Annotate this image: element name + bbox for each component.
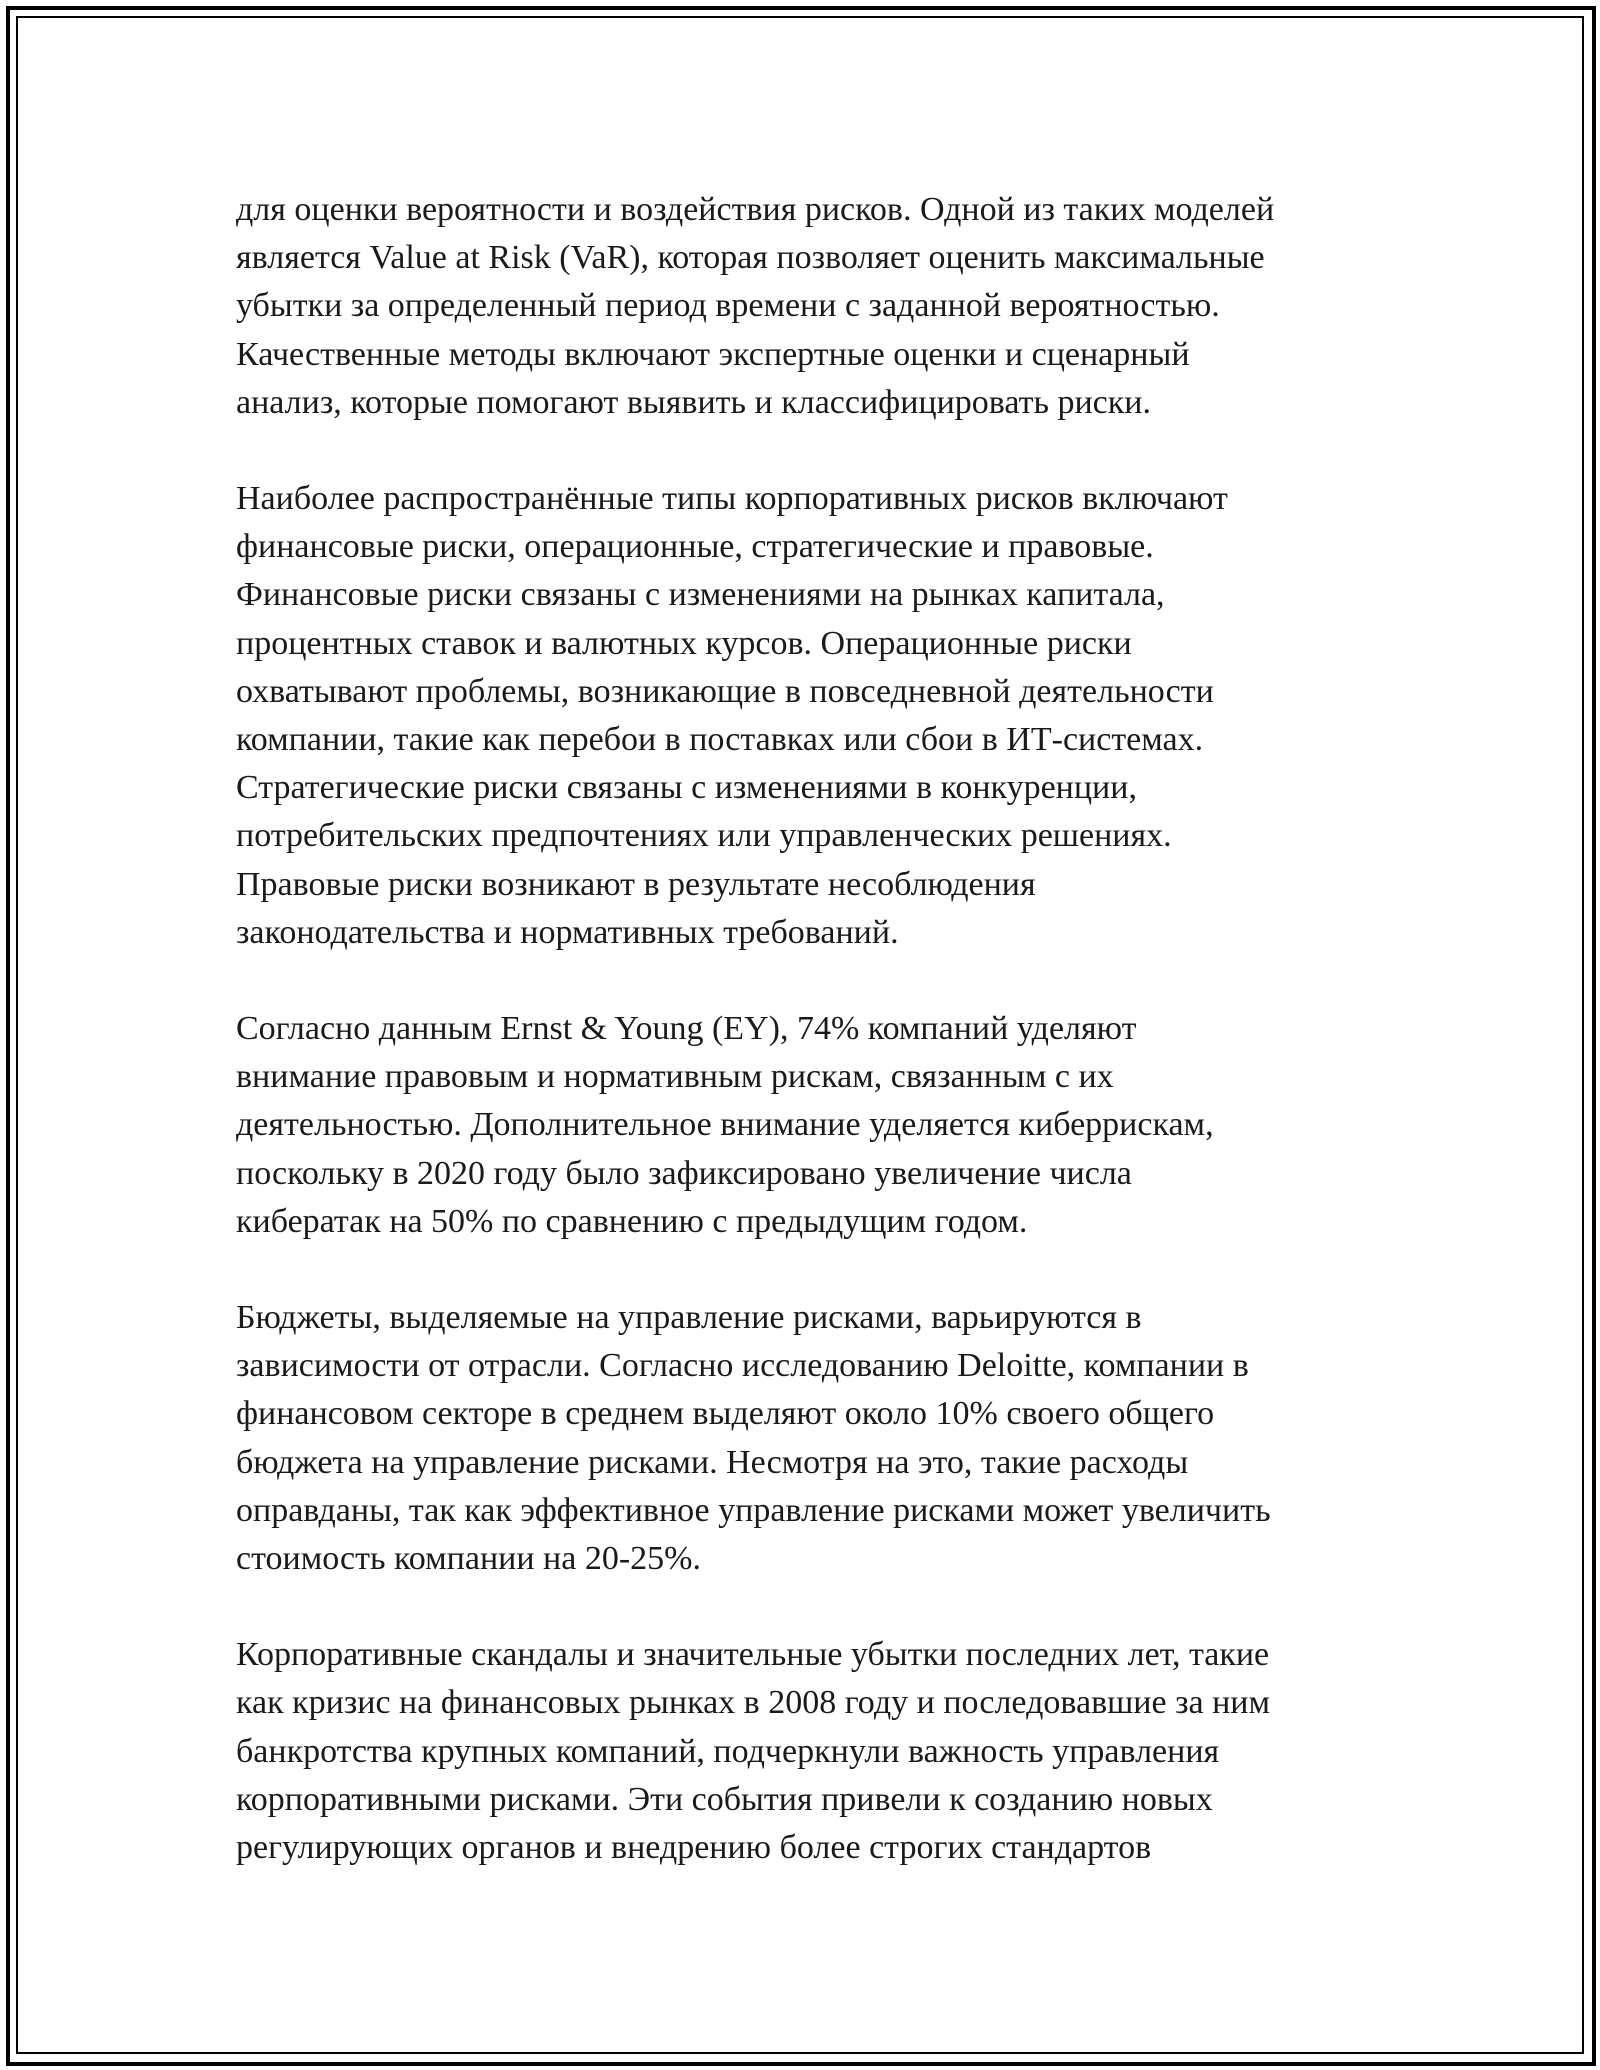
text-line: банкротства крупных компаний, подчеркнули важность управления (236, 1732, 1220, 1770)
text-line: финансовом секторе в среднем выделяют около 10% своего общего (236, 1395, 1215, 1433)
text-line: оправданы, так как эффективное управление рисками может увеличить (236, 1491, 1271, 1529)
text-line: регулирующих органов и внедрению более строгих стандартов (236, 1829, 1152, 1867)
text-line: корпоративными рисками. Эти события привели к созданию новых (236, 1780, 1213, 1818)
text-line: законодательства и нормативных требований. (236, 913, 899, 951)
text-line: Бюджеты, выделяемые на управление рисками, варьируются в (236, 1299, 1142, 1337)
text-line: бюджета на управление рисками. Несмотря на это, такие расходы (236, 1443, 1189, 1481)
text-line: Согласно данным Ernst & Young (EY), 74% компаний уделяют (236, 1010, 1137, 1048)
text-line: компании, такие как перебои в поставках или сбои в ИТ-системах. (236, 721, 1204, 759)
text-line: кибератак на 50% по сравнению с предыдущим годом. (236, 1202, 1028, 1240)
text-line: деятельностью. Дополнительное внимание уделяется киберрискам, (236, 1106, 1214, 1144)
text-line: Качественные методы включают экспертные оценки и сценарный (236, 335, 1190, 373)
text-line: является Value at Risk (VaR), которая позволяет оценить максимальные (236, 239, 1265, 277)
text-line: потребительских предпочтениях или управленческих решениях. (236, 817, 1172, 855)
paragraph-2 (236, 475, 1376, 957)
text-line: Наиболее распространённые типы корпоративных рисков включают (236, 480, 1228, 518)
text-line: Корпоративные скандалы и значительные убытки последних лет, такие (236, 1636, 1270, 1674)
text-line: анализ, которые помогают выявить и классифицировать риски. (236, 383, 1151, 421)
paragraph-3 (236, 1005, 1376, 1246)
document-body (236, 186, 1376, 1920)
text-line: Финансовые риски связаны с изменениями на рынках капитала, (236, 576, 1165, 614)
text-line: внимание правовым и нормативным рискам, связанным с их (236, 1058, 1114, 1096)
text-line: Правовые риски возникают в результате несоблюдения (236, 865, 1036, 903)
text-line: зависимости от отрасли. Согласно исследованию Deloitte, компании в (236, 1347, 1249, 1385)
text-line: охватывают проблемы, возникающие в повседневной деятельности (236, 672, 1214, 710)
text-line: убытки за определенный период времени с заданной вероятностью. (236, 287, 1220, 325)
text-line: как кризис на финансовых рынках в 2008 году и последовавшие за ним (236, 1684, 1271, 1722)
text-line: для оценки вероятности и воздействия рисков. Одной из таких моделей (236, 191, 1275, 228)
paragraph-1 (236, 186, 1376, 427)
paragraph-5 (236, 1631, 1376, 1872)
paragraph-4 (236, 1294, 1376, 1583)
text-line: процентных ставок и валютных курсов. Операционные риски (236, 624, 1132, 662)
text-line: финансовые риски, операционные, стратегические и правовые. (236, 528, 1154, 566)
text-line: стоимость компании на 20-25%. (236, 1540, 701, 1578)
text-line: поскольку в 2020 году было зафиксировано увеличение числа (236, 1154, 1132, 1192)
text-line: Стратегические риски связаны с изменениями в конкуренции, (236, 769, 1137, 807)
